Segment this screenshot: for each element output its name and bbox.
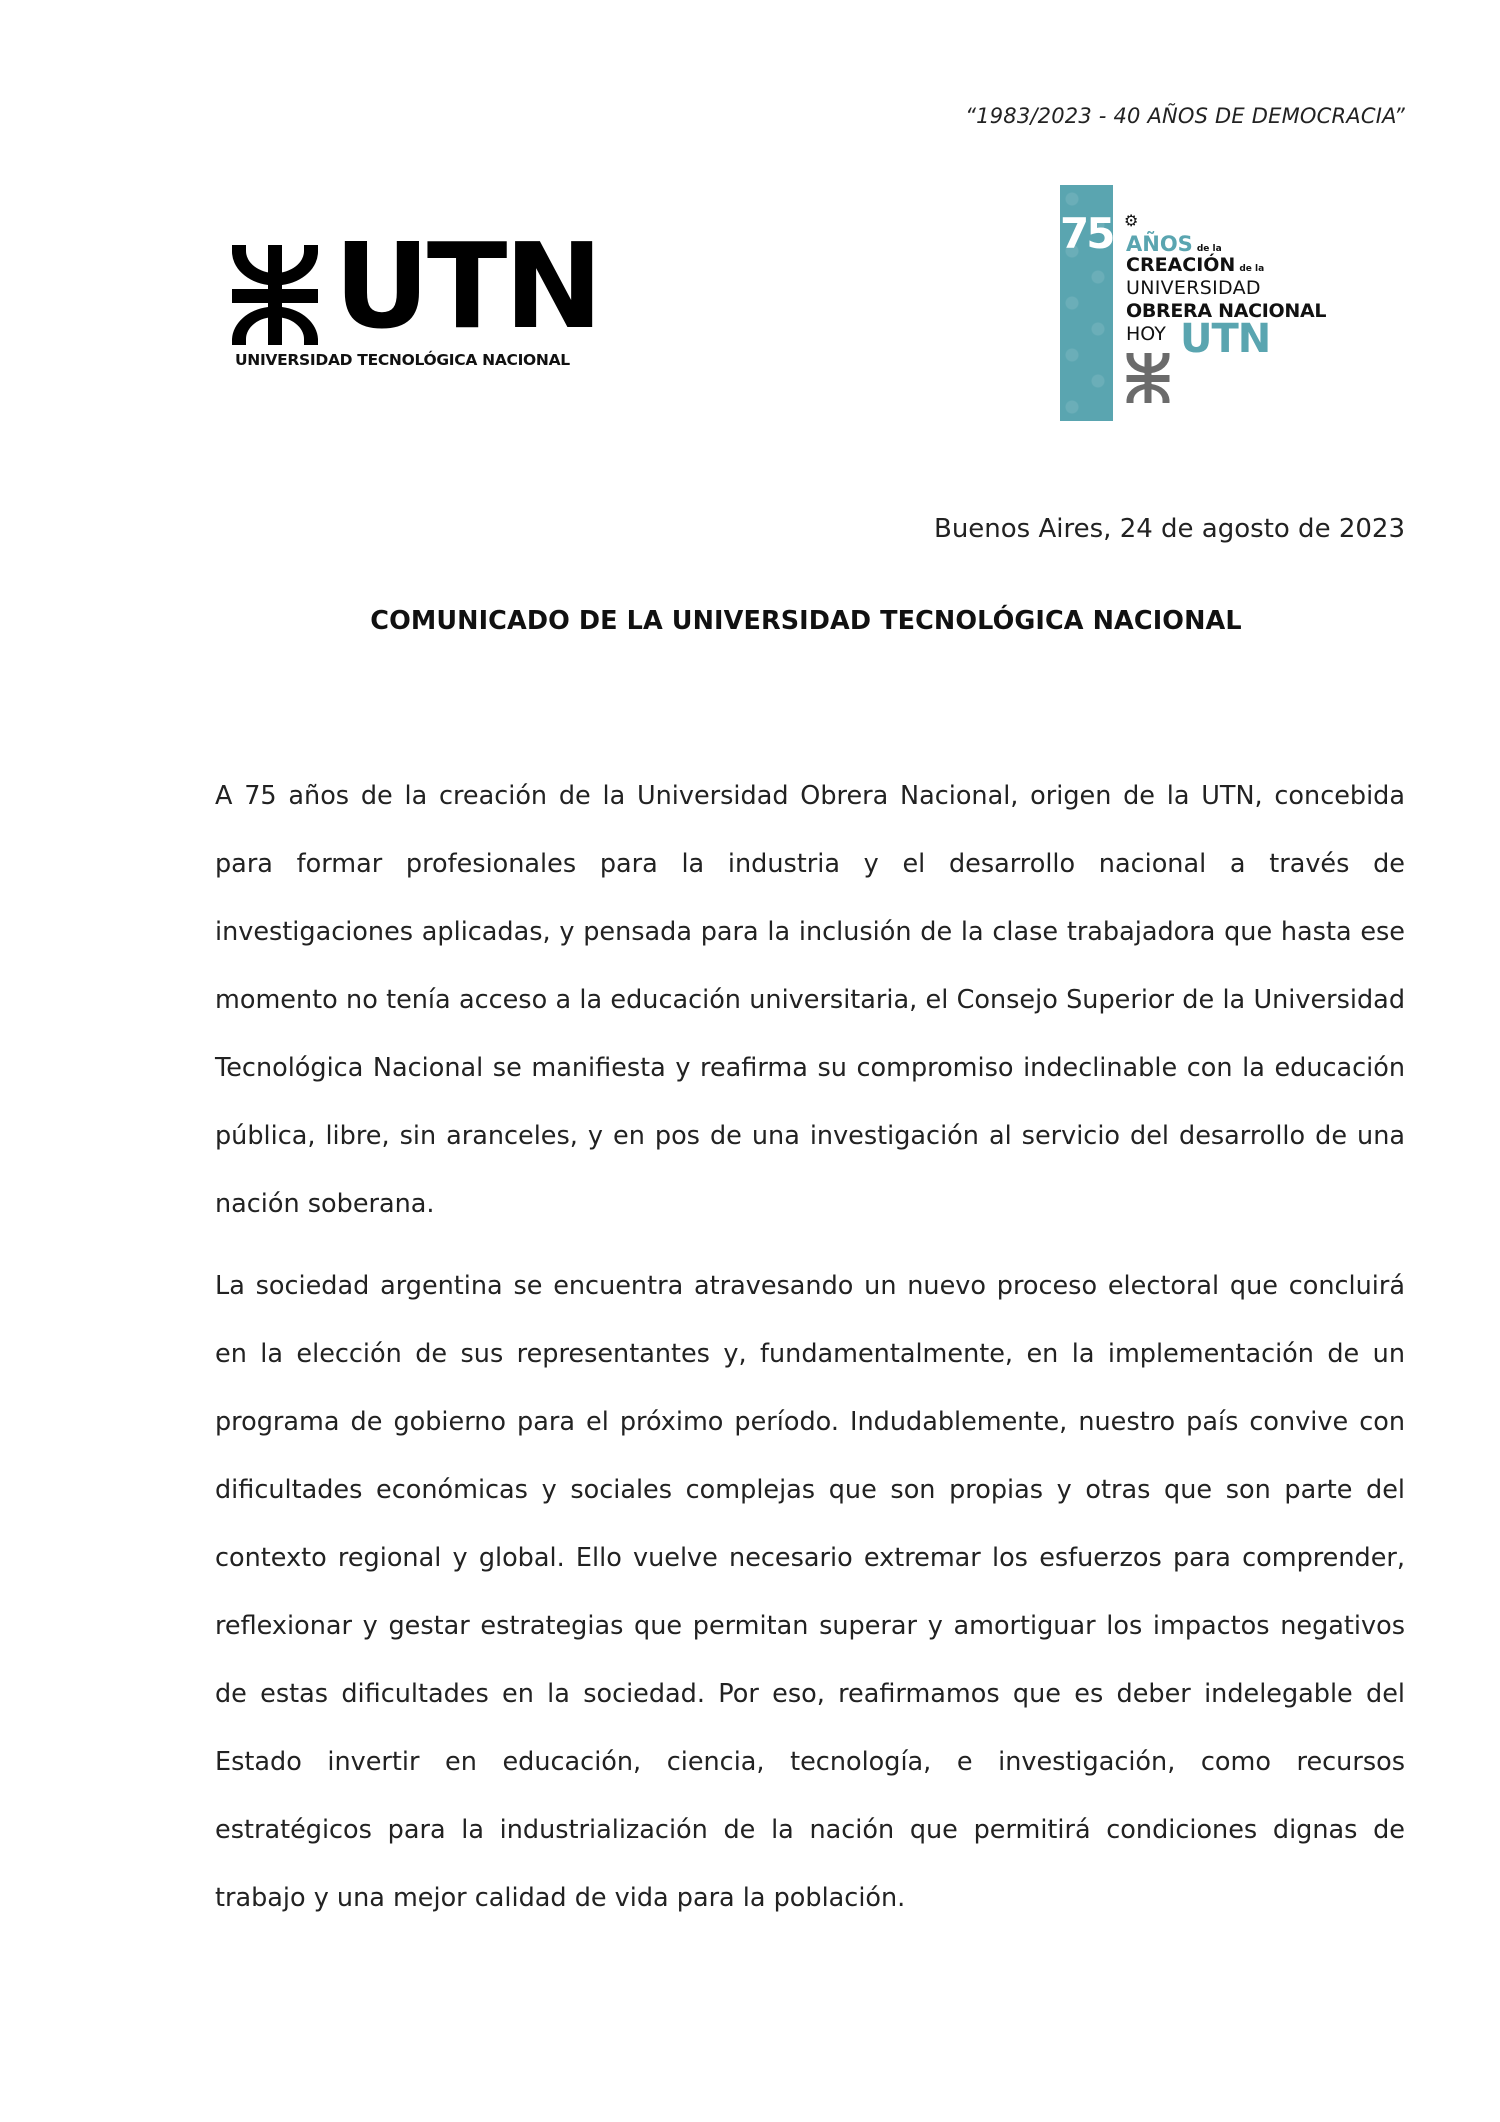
document-title: COMUNICADO DE LA UNIVERSIDAD TECNOLÓGICA NACIONAL — [370, 606, 1242, 636]
paragraph: La sociedad argentina se encuentra atravesando un nuevo proceso electoral que concluirá en la elección de sus representantes y, fundamentalmente, en la implementación de un programa de gobierno para el próximo período. Indudablemente, nuestro país convive con dificultades económicas y sociales complejas que son propias y otras que son parte del contexto regional y global. Ello vuelve necesario extremar los esfuerzos para comprender, reflexionar y gestar estrategias que permitan superar y amortiguar los impactos negativos de estas dificultades en la sociedad. Por eso, reafirmamos que es deber indelegable del Estado invertir en educación, ciencia, tecnología, e investigación, como recursos estratégicos para la industrialización de la nación que permitirá condiciones dignas de trabajo y una mejor calidad de vida para la población. — [215, 1271, 1405, 1913]
anniversary-number: 75 — [1060, 209, 1113, 258]
anniversary-line-2: CREACIÓN de la — [1126, 254, 1265, 276]
anniversary-utn: UTN — [1180, 316, 1271, 362]
anniversary-line-5: HOY — [1126, 323, 1166, 345]
utn-emblem-icon — [1126, 353, 1170, 403]
utn-emblem-icon — [232, 245, 318, 345]
anniversary-line-4: OBRERA NACIONAL — [1126, 300, 1327, 322]
gear-icon: ⚙ — [1124, 211, 1139, 230]
motto-header: “1983/2023 - 40 AÑOS DE DEMOCRACIA” — [965, 104, 1405, 128]
utn-logo-caption: UNIVERSIDAD TECNOLÓGICA NACIONAL — [235, 351, 570, 369]
document-date: Buenos Aires, 24 de agosto de 2023 — [933, 514, 1405, 544]
utn-logo — [232, 217, 614, 375]
document-body — [215, 762, 1405, 1946]
utn-wordmark: UTN — [334, 217, 601, 355]
anniversary-logo — [1060, 185, 1380, 421]
anniversary-line-3: UNIVERSIDAD — [1126, 277, 1261, 299]
document-title-wrap — [0, 606, 1500, 636]
anniversary-line-1: AÑOS de la — [1126, 232, 1222, 256]
paragraph: A 75 años de la creación de la Universidad Obrera Nacional, origen de la UTN, concebida para formar profesionales para la industria y el desarrollo nacional a través de investigaciones aplicadas, y pensada para la inclusión de la clase trabajadora que hasta ese momento no tenía acceso a la educación universitaria, el Consejo Superior de la Universidad Tecnológica Nacional se manifiesta y reafirma su compromiso indeclinable con la educación pública, libre, sin aranceles, y en pos de una investigación al servicio del desarrollo de una nación soberana. — [215, 781, 1405, 1219]
